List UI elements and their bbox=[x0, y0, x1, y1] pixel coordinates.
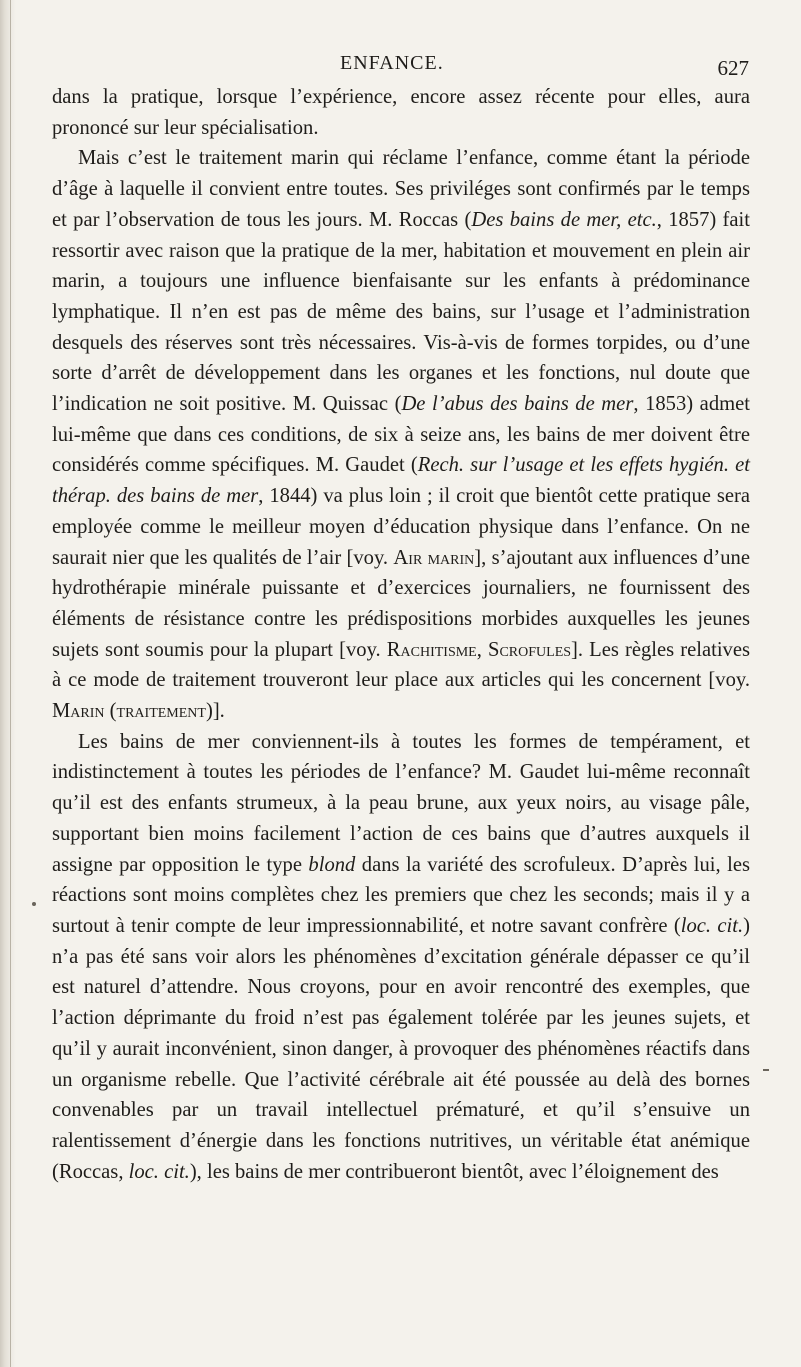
text-run: , bbox=[476, 638, 488, 661]
binding-edge-line bbox=[10, 0, 11, 1367]
page-header bbox=[0, 52, 801, 78]
text-run: ), les bains de mer contribueront bientôt, avec l’éloignement des bbox=[189, 1160, 719, 1183]
running-head: ENFANCE. bbox=[340, 52, 444, 74]
text-run: , 1853) admet lui-même que dans ces conditions, de six à seize ans, les bains de mer doivent être considérés comme spécifiques. M. Gaudet ( bbox=[52, 393, 750, 477]
text-run: Mais c’est le traitement marin qui réclame l’enfance, comme étant la période d’âge à laquelle il convient entre toutes. Ses priviléges sont confirmés par le temps et par l’observation de tous les jours. M. Roccas ( bbox=[52, 147, 750, 231]
text-run: dans la variété des scrofuleux. D’après lui, les réactions sont moins complètes chez les premiers que chez les seconds; mais il y a surtout à tenir compte de leur impressionnabilité, et notre savant confrère ( bbox=[52, 853, 750, 937]
text-run: ], s’ajoutant aux influences d’une hydrothérapie minérale puissante et d’exercices journaliers, ne fournissent des éléments de résistance contre les prédispositions morbides auxquelles les jeunes sujets sont soumis pour la plupart [voy. bbox=[52, 546, 750, 661]
margin-mark bbox=[32, 902, 36, 906]
italic-citation: De l’abus des bains de mer bbox=[401, 393, 634, 416]
italic-citation: loc. cit. bbox=[128, 1160, 190, 1183]
text-run: Les bains de mer conviennent-ils à toutes les formes de tempérament, et indistinctement à toutes les périodes de l’enfance? M. Gaudet lui-même reconnaît qu’il est des enfants strumeux, à la peau brune, aux yeux noirs, au visage pâle, supportant bien moins facilement l’action de ces bains que d’autres auxquels il assigne par opposition le type bbox=[52, 730, 750, 876]
body-text bbox=[52, 82, 750, 1187]
text-run: dans la pratique, lorsque l’expérience, encore assez récente pour elles, aura prononcé sur leur spécialisation. bbox=[52, 86, 750, 139]
italic-citation: Rech. sur l’usage et les effets hygién. et thérap. des bains de mer bbox=[52, 454, 750, 508]
italic-citation: Des bains de mer, etc. bbox=[471, 208, 657, 231]
cross-reference: Scrofules bbox=[488, 638, 572, 661]
cross-reference: Air marin bbox=[393, 546, 475, 569]
text-run: ]. Les règles relatives à ce mode de traitement trouveront leur place aux articles qui les concernent [voy. bbox=[52, 638, 750, 692]
paragraph bbox=[52, 143, 750, 726]
paragraph bbox=[52, 82, 750, 143]
page-binding-shadow bbox=[0, 0, 16, 1367]
text-run: ) n’a pas été sans voir alors les phénomènes d’excitation générale dépasser ce qu’il est naturel d’attendre. Nous croyons, pour en avoir rencontré des exemples, que l’action déprimante du froid n’est pas également tolérée par les jeunes sujets, et qu’il y aurait inconvénient, sinon danger, à provoquer des phénomènes réactifs dans un organisme rebelle. Que l’activité cérébrale ait été poussée au delà des bornes convenables par un travail intellectuel prématuré, et qu’il s’ensuive un ralentissement d’énergie dans les fonctions nutritives, un véritable état anémique (Roccas, bbox=[52, 914, 750, 1183]
text-run: , 1844) va plus loin ; il croit que bientôt cette pratique sera employée comme le meilleur moyen d’éducation physique dans l’enfance. On ne saurait nier que les qualités de l’air [voy. bbox=[52, 485, 750, 569]
text-run: ]. bbox=[212, 700, 225, 723]
cross-reference: Marin (traitement) bbox=[52, 700, 213, 723]
cross-reference: Rachitisme bbox=[386, 638, 477, 661]
page-number: 627 bbox=[717, 56, 749, 80]
italic-citation: blond bbox=[308, 853, 356, 876]
margin-mark bbox=[763, 1069, 769, 1071]
italic-citation: loc. cit. bbox=[680, 914, 744, 937]
text-run: , 1857) fait ressortir avec raison que la pratique de la mer, habitation et mouvement en plein air marin, a toujours une influence bienfaisante sur les enfants à prédominance lymphatique. Il n’en est pas de même des bains, sur l’usage et l’administration desquels des réserves sont très nécessaires. Vis-à-vis de formes torpides, ou d’une sorte d’arrêt de développement dans les organes et les fonctions, nul doute que l’indication ne soit positive. M. Quissac ( bbox=[52, 208, 751, 416]
paragraph bbox=[52, 727, 750, 1188]
